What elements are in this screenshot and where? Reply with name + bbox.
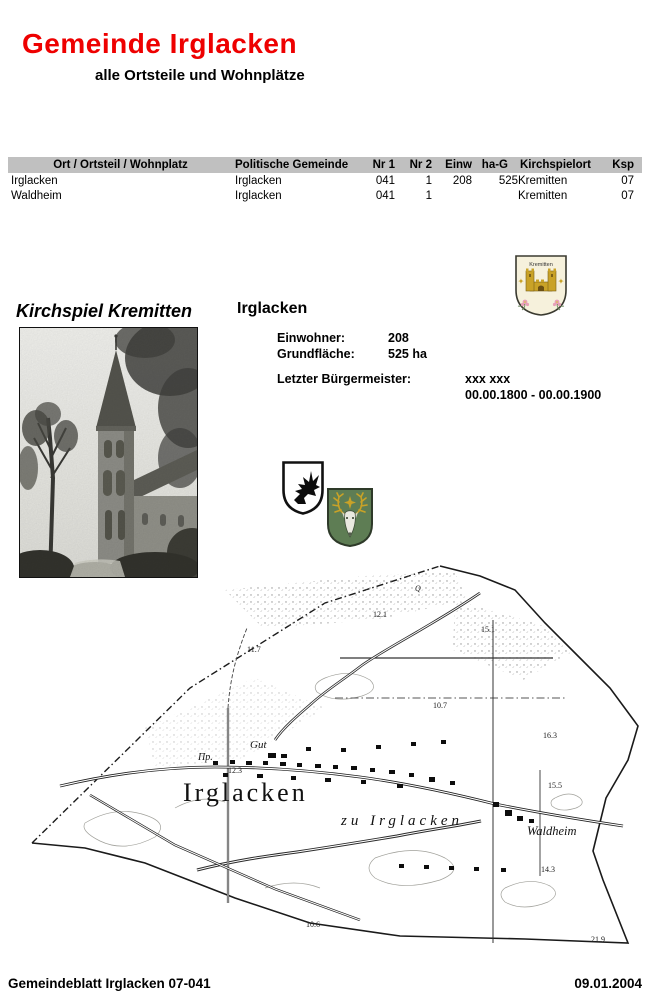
- table-header-row: [8, 157, 642, 173]
- cell-kirchspielort: Kremitten: [518, 190, 568, 202]
- col-kirchspielort: Kirchspielort: [520, 159, 591, 171]
- cell-hag: 525: [498, 175, 518, 187]
- col-gemeinde: Politische Gemeinde: [235, 159, 349, 171]
- einwohner-value: 208: [388, 331, 409, 345]
- cell-einw: 208: [452, 175, 472, 187]
- eagle-crest: [281, 460, 325, 516]
- spot-height: 21.9: [591, 935, 605, 944]
- page-subtitle: alle Ortsteile und Wohnplätze: [95, 67, 305, 84]
- spot-height: 16.3: [543, 731, 557, 740]
- page-title: Gemeinde Irglacken: [22, 28, 298, 59]
- spot-height: 15.1: [481, 625, 495, 634]
- spot-height: 14.3: [541, 865, 555, 874]
- star-icon: ✦: [517, 277, 525, 286]
- spot-height: 12.3: [228, 766, 242, 775]
- church-photo: [19, 327, 198, 578]
- spot-letter: Q: [415, 584, 421, 593]
- cell-ksp: 07: [621, 175, 634, 187]
- spot-height: 10.7: [433, 701, 447, 710]
- cell-gemeinde: Irglacken: [235, 175, 282, 187]
- spot-height: 12.1: [373, 610, 387, 619]
- col-einw: Einw: [445, 159, 472, 171]
- cell-ort: Irglacken: [11, 175, 58, 187]
- col-nr2: Nr 2: [409, 159, 432, 171]
- col-hag: ha-G: [481, 159, 508, 171]
- kirchspiel-heading: Kirchspiel Kremitten: [16, 301, 193, 321]
- einwohner-label: Einwohner:: [277, 331, 346, 345]
- footer-document-id: Gemeindeblatt Irglacken 07-041: [8, 976, 211, 991]
- buergermeister-dates: 00.00.1800 - 00.00.1900: [465, 388, 602, 402]
- deer-crest: [325, 486, 375, 548]
- cell-ort: Waldheim: [11, 190, 62, 202]
- buergermeister-value: xxx xxx: [465, 372, 511, 386]
- cell-nr1: 041: [375, 175, 395, 187]
- star-icon: ✦: [557, 277, 565, 286]
- map-label-irglacken: Irglacken: [183, 778, 308, 807]
- spot-height: 10.6: [306, 920, 320, 929]
- grundflaeche-value: 525 ha: [388, 347, 427, 361]
- spot-height: 11.7: [247, 645, 261, 654]
- kremitten-crest: [511, 252, 571, 318]
- crest-title: Kremitten: [529, 262, 553, 268]
- places-table: [8, 157, 642, 203]
- table-row: [8, 174, 642, 188]
- buergermeister-label: Letzter Bürgermeister:: [277, 372, 412, 386]
- col-ort: Ort / Ortsteil / Wohnplatz: [53, 159, 188, 171]
- cell-ksp: 07: [621, 190, 634, 202]
- map-label-waldheim: Waldheim: [527, 824, 577, 838]
- cell-nr2: 1: [425, 190, 432, 202]
- cell-nr1: 041: [375, 190, 395, 202]
- col-ksp: Ksp: [612, 159, 634, 171]
- map-image: [25, 558, 645, 960]
- cell-kirchspielort: Kremitten: [518, 175, 568, 187]
- col-nr1: Nr 1: [372, 159, 395, 171]
- grundflaeche-label: Grundfläche:: [277, 347, 355, 361]
- map-label-pr: Пр.: [198, 752, 213, 763]
- map-label-zu-irglacken: zu Irglacken: [341, 813, 464, 829]
- table-row: [8, 189, 642, 203]
- map-label-gut: Gut: [250, 739, 267, 751]
- footer-date: 09.01.2004: [574, 976, 642, 991]
- place-name: Irglacken: [237, 300, 308, 317]
- spot-height: 15.5: [548, 781, 562, 790]
- cell-gemeinde: Irglacken: [235, 190, 282, 202]
- cell-nr2: 1: [425, 175, 432, 187]
